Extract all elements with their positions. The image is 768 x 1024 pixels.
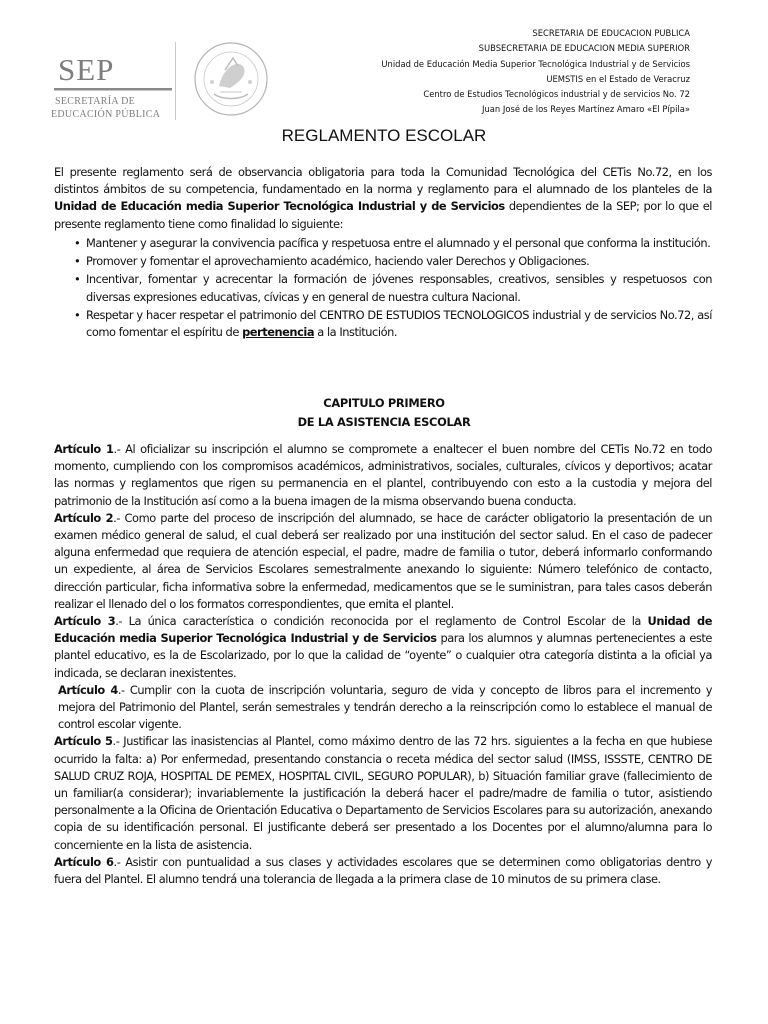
- article-text: .- Asistir con puntualidad a sus clases y actividades escolares que se determinen como obligatorias dentro y fuera del Plantel. El alumno tendrá una tolerancia de llegada a la primera clase de 10 minutos de su primera clase.: [54, 854, 713, 887]
- article-text: .- Justificar las inasistencias al Plantel, como máximo dentro de las 72 hrs. siguientes a la fecha en que hubiese ocurrido la falta: a) Por enfermedad, presentando constancia o receta médica del sector salud (IMSS, ISSSTE, CENTRO DE SALUD CRUZ ROJA, HOSPITAL DE PEMEX, HOSPITAL CIVIL, SEGURO POPULAR), b) Situación familiar grave (fallecimiento de un familiar(a considerar); invariablemente la justificación la deberá hacer el padre/madre de familia o tutor, asistiendo personalmente a la Oficina de Orientación Educativa o Departamento de Servicios Escolares para su autorización, anexando copia de su identificación personal. El justificante deberá ser presentado a los Docentes por el alumno/alumna para lo concerniente en la lista de asistencia.: [54, 734, 712, 852]
- header-line: Centro de Estudios Tecnológicos industrial y de servicios No. 72: [423, 89, 690, 100]
- logo-line1: SECRETARÍA DE: [55, 96, 136, 107]
- list-item: • Promover y fomentar el aprovechamiento académico, haciendo valer Derechos y Obligaciones.: [54, 253, 712, 270]
- header-line: SECRETARIA DE EDUCACION PUBLICA: [532, 28, 690, 38]
- articles-section: [54, 441, 712, 888]
- article-label: Artículo 4: [58, 682, 118, 697]
- article-2: [54, 510, 712, 613]
- mexican-seal-icon: [192, 36, 270, 122]
- sep-logo: [44, 34, 274, 126]
- article-4: [54, 682, 712, 734]
- logo-underline: [54, 88, 174, 94]
- article-label: Artículo 2: [54, 510, 114, 525]
- article-3: [54, 613, 712, 682]
- article-text: .- Cumplir con la cuota de inscripción voluntaria, seguro de vida y concepto de libros para el incremento y mejora del Patrimonio del Plantel, serán semestrales y tendrán derecho a la reinscripción como lo establece el manual de control escolar vigente.: [58, 682, 713, 732]
- list-item: • Mantener y asegurar la convivencia pacífica y respetuosa entre el alumnado y el personal que conforma la institución.: [54, 235, 712, 252]
- underlined-word: pertenencia: [242, 325, 315, 340]
- article-text: .- La única característica o condición reconocida por el reglamento de Control Escolar de la: [115, 614, 648, 629]
- article-label: Artículo 3: [54, 614, 116, 629]
- logo-divider: [175, 42, 176, 120]
- logo-line2: EDUCACIÓN PÚBLICA: [51, 109, 161, 120]
- bullet4-text: Respetar y hacer respetar el patrimonio del CENTRO DE ESTUDIOS TECNOLOGICOS industrial y de servicios No.72, así como fomentar el espíritu de: [86, 307, 712, 340]
- intro-text-part2: dependientes de la SEP; por lo que el presente reglamento tiene como finalidad lo siguiente:: [54, 199, 712, 231]
- chapter-subtitle: DE LA ASISTENCIA ESCOLAR: [297, 415, 471, 429]
- institution-header: [290, 26, 690, 118]
- article-text: .- Al oficializar su inscripción el alumno se compromete a enaltecer el buen nombre del CETis No.72 en todo momento, cumpliendo con los compromisos académicos, administrativos, sociales, culturales, cívicos y deportivos; acatar las normas y reglamentos que rigen su permanencia en el plantel, contribuyendo con esto a la custodia y mejora del patrimonio de la Institución así como a la buena imagen de la misma observando buena conducta.: [54, 442, 713, 508]
- list-item: [54, 307, 712, 341]
- objectives-list: [54, 235, 712, 342]
- header-line: Juan José de los Reyes Martínez Amaro «El Pípila»: [482, 104, 690, 115]
- chapter-title: CAPITULO PRIMERO: [323, 396, 445, 410]
- article-label: Artículo 1: [54, 442, 114, 456]
- logo-acronym: SEP: [58, 52, 115, 87]
- article-6: [54, 854, 712, 888]
- list-item: • Incentivar, fomentar y acrecentar la formación de jóvenes responsables, creativos, sensibles y respetuosos con diversas expresiones educativas, cívicas y en general de nuestra cultura Nacional.: [54, 271, 712, 305]
- article-text: .- Como parte del proceso de inscripción del alumnado, se hace de carácter obligatorio la presentación de un examen médico general de salud, el cual deberá ser realizado por una institución del sector salud. En el caso de padecer alguna enfermedad que requiera de atención especial, el padre, madre de familia o tutor, deberá informarlo conformando un expediente, al área de Servicios Escolares semestralmente anexando lo siguiente: Número telefónico de contacto, dirección particular, ficha informativa sobre la enfermedad, medicamentos que se le suministran, para tales casos deberán realizar el llenado del o los formatos correspondientes, que emita el plantel.: [54, 510, 713, 611]
- article-1: [54, 441, 712, 510]
- bullet4-tail: a la Institución.: [314, 325, 398, 340]
- article-bold-text: Unidad de Educación media Superior Tecnológica Industrial y de Servicios: [54, 614, 712, 646]
- intro-bold-text: Unidad de Educación media Superior Tecnológica Industrial y de Servicios: [54, 199, 505, 214]
- header-line: UEMSTIS en el Estado de Veracruz: [546, 73, 690, 84]
- article-label: Artículo 5: [54, 734, 113, 749]
- document-title: REGLAMENTO ESCOLAR: [281, 126, 487, 145]
- article-text: para los alumnos y alumnas pertenecientes a este plantel educativo, es la de Escolarizado, por lo que la calidad de “oyente” o cualquier otra categoría distinta a la oficial ya indicada, se declaran inexistentes.: [54, 631, 712, 680]
- article-label: Artículo 6: [54, 854, 114, 869]
- header-line: SUBSECRETARIA DE EDUCACION MEDIA SUPERIOR: [478, 43, 690, 54]
- header-line: Unidad de Educación Media Superior Tecnológica Industrial y de Servicios: [381, 58, 690, 69]
- article-5: [54, 733, 712, 853]
- intro-text-part1: El presente reglamento será de observancia obligatoria para toda la Comunidad Tecnológica del CETis No.72, en los distintos ámbitos de su competencia, fundamentado en la norma y reglamento para el alumnado de los planteles de la: [54, 165, 712, 197]
- intro-paragraph: [54, 164, 712, 233]
